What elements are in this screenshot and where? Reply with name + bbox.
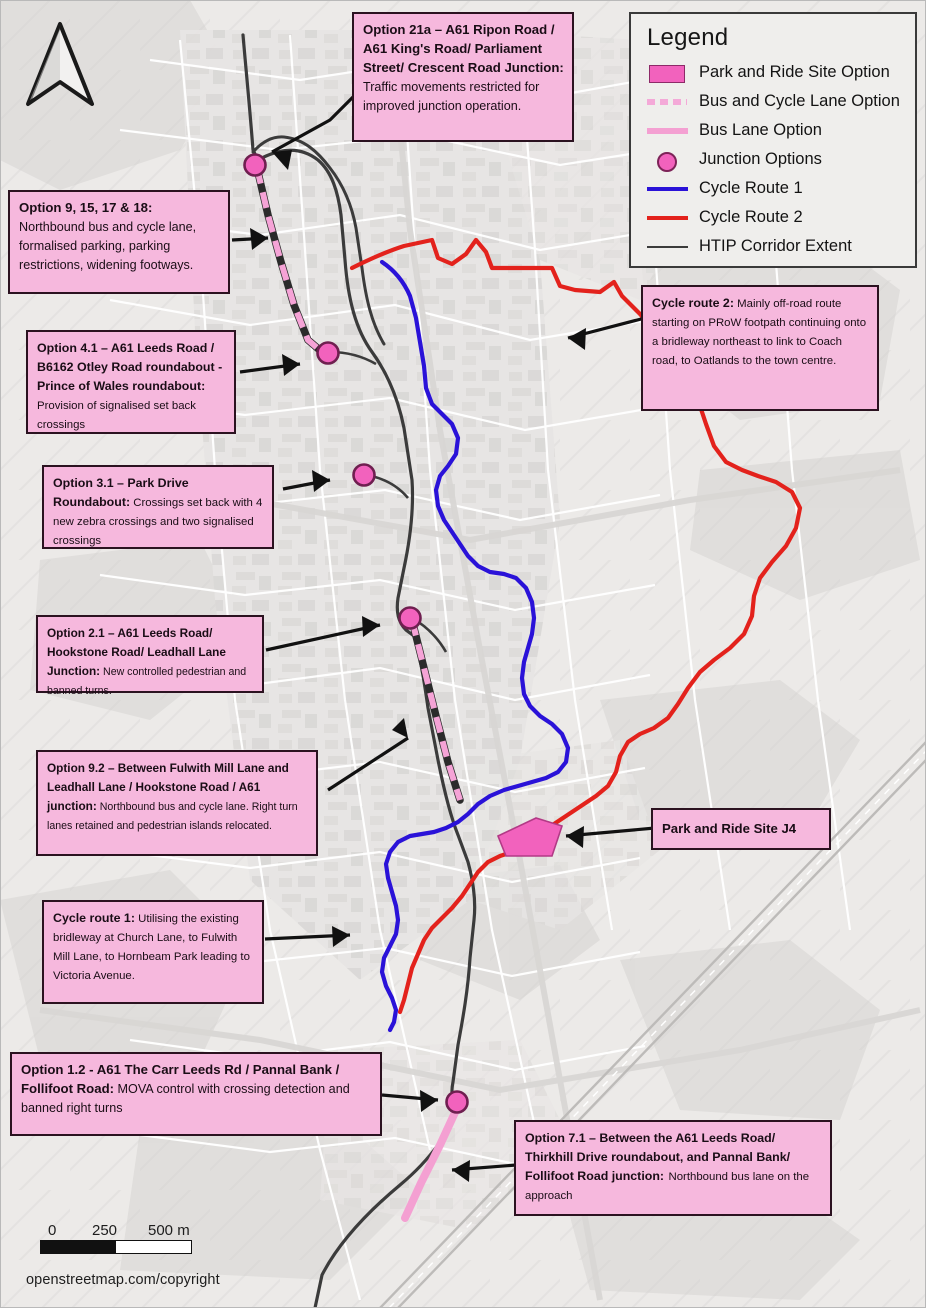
legend-label: Bus Lane Option <box>699 121 822 139</box>
legend-item-park-and-ride <box>645 58 905 87</box>
junction-marker-ripon-road <box>245 155 266 176</box>
map-attribution[interactable]: openstreetmap.com/copyright <box>26 1272 220 1288</box>
callout-option-9-2[interactable] <box>36 750 318 856</box>
junction-circle-icon <box>645 149 691 171</box>
callout-heading: Option 4.1 – A61 Leeds Road / B6162 Otley Road roundabout - Prince of Wales roundabout: <box>37 341 223 394</box>
park-and-ride-swatch-icon <box>645 62 691 84</box>
callout-body: MOVA control with crossing detection and banned right turns <box>21 1082 350 1116</box>
red-line-icon <box>645 207 691 229</box>
callout-heading: Park and Ride Site J4 <box>662 820 797 836</box>
junction-marker-prince-of-wales <box>318 343 339 364</box>
legend-panel <box>629 12 917 268</box>
legend-label: Junction Options <box>699 150 822 168</box>
callout-body: Provision of signalised set back crossings <box>37 400 196 432</box>
callout-heading: Option 3.1 – Park Drive Roundabout: <box>53 476 189 510</box>
callout-option-7-1[interactable] <box>514 1120 832 1216</box>
junction-marker-leadhall-lane <box>400 608 421 629</box>
scale-bar-filled-segment <box>41 1241 116 1253</box>
callout-option-4-1[interactable] <box>26 330 236 434</box>
scale-bar <box>40 1222 208 1254</box>
legend-label: HTIP Corridor Extent <box>699 237 852 255</box>
legend-item-junction-options <box>645 145 905 174</box>
callout-heading: Option 9, 15, 17 & 18: <box>19 200 153 215</box>
legend-item-cycle-route-2 <box>645 203 905 232</box>
callout-body: Mainly off-road route starting on PRoW footpath continuing onto a bridleway northeast to link to Coach road, to Oatlands to the town centre. <box>652 298 867 368</box>
grey-line-icon <box>645 236 691 258</box>
solid-pink-line-icon <box>645 120 691 142</box>
callout-body: Traffic movements restricted for improved junction operation. <box>363 80 540 114</box>
callout-body: Northbound bus and cycle lane. Right turn lanes retained and pedestrian islands relocated. <box>47 801 298 833</box>
callout-park-and-ride-site[interactable] <box>651 808 831 850</box>
legend-item-bus-and-cycle-lane <box>645 87 905 116</box>
callout-heading: Option 9.2 – Between Fulwith Mill Lane and Leadhall Lane / Hookstone Road / A61 junction: <box>47 761 289 814</box>
callout-heading: Cycle route 2: <box>652 296 734 310</box>
legend-title: Legend <box>647 24 729 51</box>
legend-label: Cycle Route 2 <box>699 208 803 226</box>
callout-heading: Option 7.1 – Between the A61 Leeds Road/ Thirkhill Drive roundabout, and Pannal Bank/ Follifoot Road junction: <box>525 1131 791 1184</box>
blue-line-icon <box>645 178 691 200</box>
callout-heading: Option 1.2 - A61 The Carr Leeds Rd / Pannal Bank / Follifoot Road: <box>21 1062 340 1097</box>
scale-tick-2: 500 m <box>148 1222 190 1239</box>
scale-tick-1: 250 <box>92 1222 118 1239</box>
scale-bar-ticks <box>40 1222 208 1240</box>
callout-option-1-2[interactable] <box>10 1052 382 1136</box>
callout-option-3-1[interactable] <box>42 465 274 549</box>
junction-marker-pannal-bank <box>447 1092 468 1113</box>
scale-bar-graphic <box>40 1240 192 1254</box>
callout-body: Northbound bus lane on the approach <box>525 1171 810 1203</box>
callout-body: Northbound bus and cycle lane, formalised parking, parking restrictions, widening footways. <box>19 220 197 273</box>
legend-item-cycle-route-1 <box>645 174 905 203</box>
legend-label: Cycle Route 1 <box>699 179 803 197</box>
junction-marker-park-drive <box>354 465 375 486</box>
callout-cycle-route-2[interactable] <box>641 285 879 411</box>
callout-cycle-route-1[interactable] <box>42 900 264 1004</box>
callout-body: New controlled pedestrian and banned turns. <box>47 666 247 698</box>
callout-heading: Cycle route 1: <box>53 911 135 925</box>
legend-label: Bus and Cycle Lane Option <box>699 92 900 110</box>
callout-option-2-1[interactable] <box>36 615 264 698</box>
legend-item-bus-lane <box>645 116 905 145</box>
north-arrow-icon <box>22 18 98 110</box>
callout-body: Crossings set back with 4 new zebra crossings and two signalised crossings <box>53 497 263 548</box>
dashed-line-icon <box>645 91 691 113</box>
callout-option-9-15-17-18[interactable] <box>8 190 230 294</box>
callout-option-21a[interactable] <box>352 12 574 142</box>
legend-item-htip-corridor <box>645 232 905 261</box>
scale-tick-0: 0 <box>48 1222 57 1239</box>
callout-body: Utilising the existing bridleway at Church Lane, to Fulwith Mill Lane, to Hornbeam Park leading to Victoria Avenue. <box>53 913 250 983</box>
callout-heading: Option 2.1 – A61 Leeds Road/ Hookstone Road/ Leadhall Lane Junction: <box>47 626 226 679</box>
legend-label: Park and Ride Site Option <box>699 63 890 81</box>
callout-heading: Option 21a – A61 Ripon Road / A61 King's Road/ Parliament Street/ Crescent Road Junction: <box>363 22 564 76</box>
